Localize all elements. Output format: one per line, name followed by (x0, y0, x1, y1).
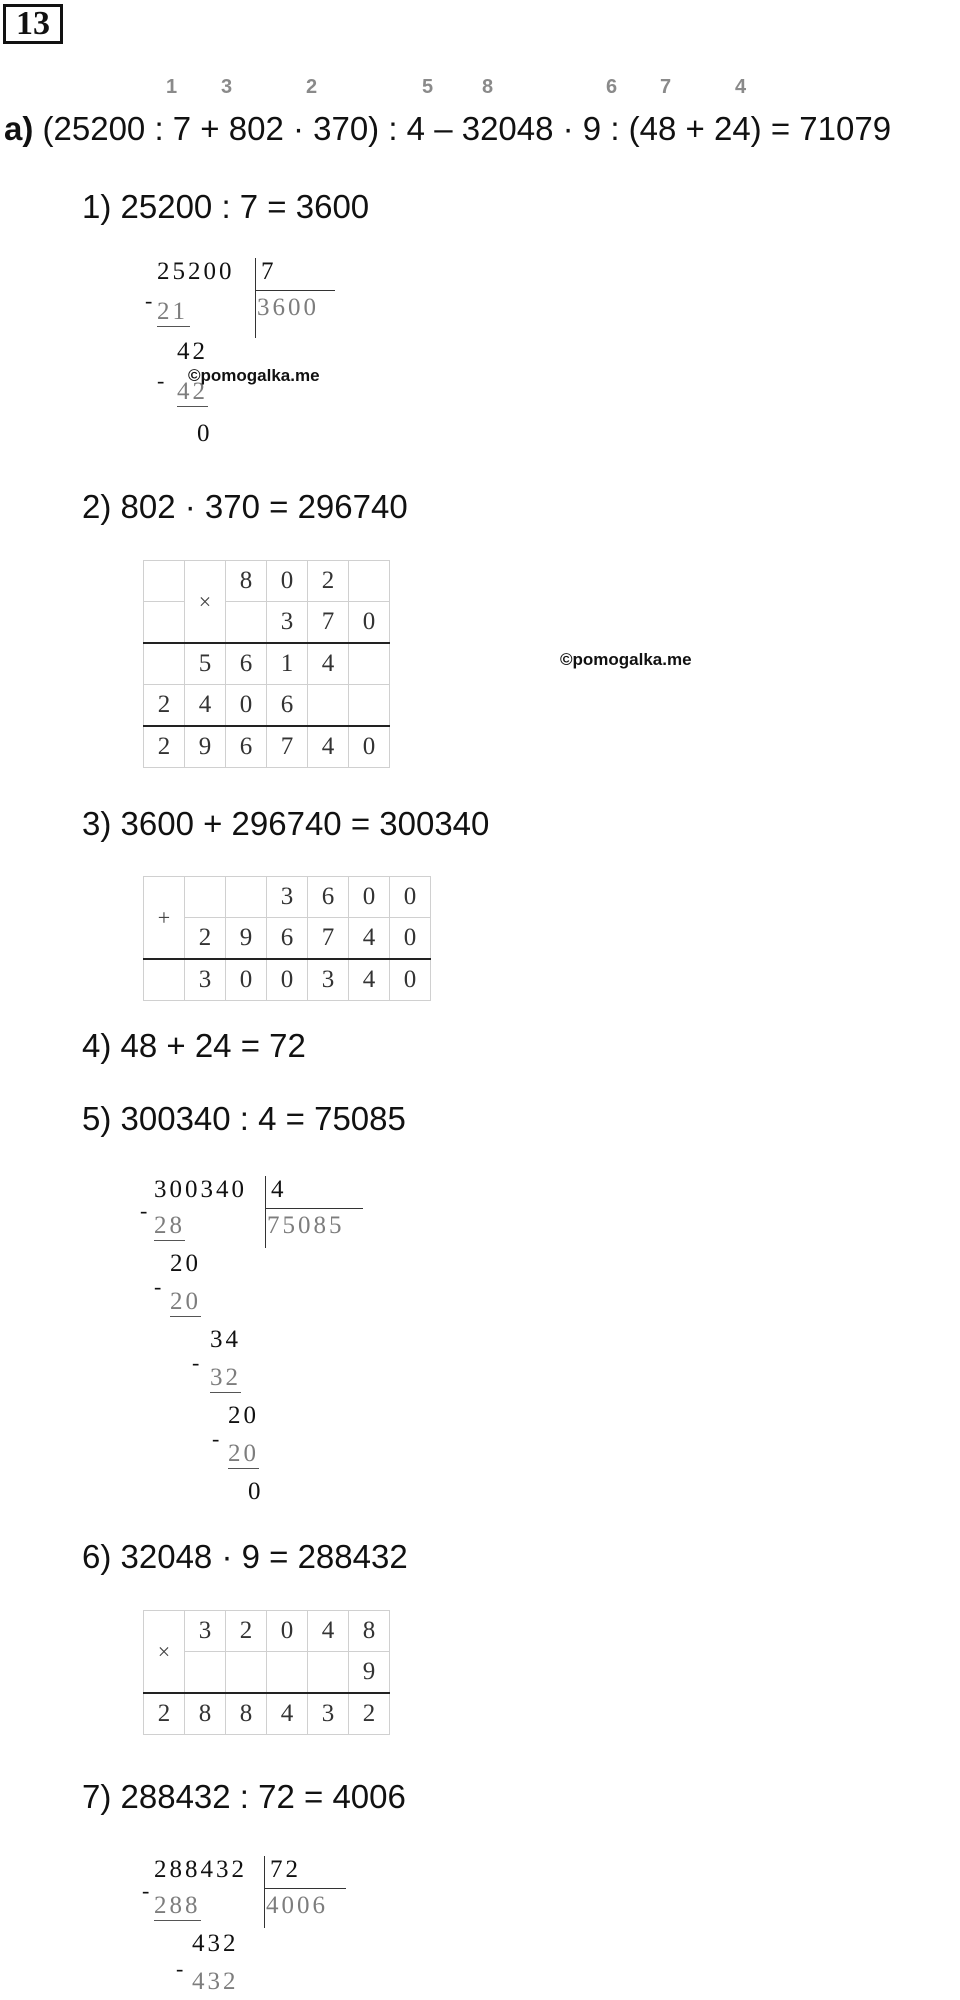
dividend: 25200 (157, 258, 235, 285)
division-row: 21 (157, 298, 188, 325)
quotient: 3600 (257, 294, 319, 321)
division-row: 0 (197, 420, 213, 447)
digit-cell: 4 (349, 959, 390, 1001)
digit-cell: 4 (308, 726, 349, 768)
division-row: 34 (210, 1326, 241, 1353)
digit-cell: 4 (308, 1611, 349, 1652)
digit-cell: 0 (390, 959, 431, 1001)
order-mark: 3 (221, 76, 233, 98)
division-row: 20 (228, 1440, 259, 1467)
division-row: 20 (170, 1288, 201, 1315)
divisor: 72 (270, 1856, 301, 1883)
digit-cell: 2 (349, 1693, 390, 1735)
digit-cell: 4 (185, 685, 226, 727)
long-division-2: 300340 4 75085 - 28 20 - 20 34 - 32 20 - 20 0 (140, 1176, 400, 1516)
multiplication-table-2 (143, 1610, 390, 1735)
empty-cell (144, 959, 185, 1001)
division-row: 432 (192, 1968, 239, 1995)
step-3: 3) 3600 + 296740 = 300340 (82, 805, 490, 842)
digit-cell: 0 (349, 877, 390, 918)
digit-cell: 6 (308, 877, 349, 918)
digit-cell: 0 (349, 602, 390, 644)
digit-cell: 4 (267, 1693, 308, 1735)
empty-cell (349, 643, 390, 685)
step-5: 5) 300340 : 4 = 75085 (82, 1100, 406, 1137)
digit-cell: 2 (308, 561, 349, 602)
division-row: 0 (248, 1478, 264, 1505)
digit-cell: 1 (267, 643, 308, 685)
division-row: 20 (228, 1402, 259, 1429)
digit-cell: 3 (185, 1611, 226, 1652)
quotient: 75085 (267, 1212, 345, 1239)
long-division-3: 288432 72 4006 - 288 432 - 432 (142, 1856, 402, 2000)
division-row: 28 (154, 1212, 185, 1239)
main-expression (4, 110, 891, 148)
digit-cell: 3 (185, 959, 226, 1001)
step-4: 4) 48 + 24 = 72 (82, 1027, 306, 1064)
long-division-1: 25200 7 3600 - 21 42 - 42 0 (145, 258, 365, 458)
digit-cell (226, 602, 267, 644)
digit-cell: 0 (226, 959, 267, 1001)
order-mark: 1 (166, 76, 178, 98)
empty-cell (226, 1652, 267, 1694)
divisor: 7 (261, 258, 277, 285)
empty-cell (349, 561, 390, 602)
digit-cell: 9 (185, 726, 226, 768)
empty-cell (349, 685, 390, 727)
digit-cell: 2 (185, 918, 226, 960)
digit-cell: 4 (349, 918, 390, 960)
division-row: 42 (177, 338, 208, 365)
digit-cell: 3 (308, 959, 349, 1001)
order-mark: 2 (306, 76, 318, 98)
digit-cell: 4 (308, 643, 349, 685)
digit-cell: 8 (349, 1611, 390, 1652)
division-row: 288 (154, 1892, 201, 1919)
empty-cell (308, 1652, 349, 1694)
digit-cell: 0 (390, 918, 431, 960)
digit-cell: 7 (308, 918, 349, 960)
plus-sign: + (144, 877, 185, 960)
digit-cell: 6 (267, 685, 308, 727)
digit-cell: 0 (390, 877, 431, 918)
expression-text: (25200 : 7 + 802 · 370) : 4 – 32048 · 9 : (48 + 24) = 71079 (42, 110, 892, 147)
digit-cell: 5 (185, 643, 226, 685)
quotient: 4006 (266, 1892, 328, 1919)
empty-cell (226, 877, 267, 918)
dividend: 300340 (154, 1176, 247, 1203)
empty-cell (144, 643, 185, 685)
order-mark: 7 (660, 76, 672, 98)
empty-cell (185, 1652, 226, 1694)
order-mark: 4 (735, 76, 747, 98)
digit-cell: 3 (267, 877, 308, 918)
digit-cell: 0 (349, 726, 390, 768)
division-row: 32 (210, 1364, 241, 1391)
digit-cell: 8 (185, 1693, 226, 1735)
digit-cell: 0 (267, 561, 308, 602)
digit-cell: 6 (226, 726, 267, 768)
digit-cell: 2 (144, 1693, 185, 1735)
division-row: 432 (192, 1930, 239, 1957)
digit-cell: 8 (226, 1693, 267, 1735)
multiplication-table-1 (143, 560, 390, 768)
order-mark: 5 (422, 76, 434, 98)
digit-cell: 7 (267, 726, 308, 768)
empty-cell (308, 685, 349, 727)
empty-cell (144, 561, 185, 602)
digit-cell: 9 (349, 1652, 390, 1694)
digit-cell: 7 (308, 602, 349, 644)
multiply-sign: × (185, 561, 226, 644)
addition-table-1 (143, 876, 431, 1001)
task-number: 13 (3, 4, 63, 44)
watermark: ©pomogalka.me (188, 366, 320, 385)
step-7: 7) 288432 : 72 = 4006 (82, 1778, 406, 1815)
digit-cell: 2 (144, 726, 185, 768)
multiply-sign: × (144, 1611, 185, 1694)
step-1: 1) 25200 : 7 = 3600 (82, 188, 370, 225)
digit-cell: 3 (267, 602, 308, 644)
digit-cell: 0 (267, 1611, 308, 1652)
watermark: ©pomogalka.me (560, 650, 692, 669)
digit-cell: 3 (308, 1693, 349, 1735)
digit-cell: 2 (226, 1611, 267, 1652)
expression-label: а) (4, 110, 34, 147)
empty-cell (185, 877, 226, 918)
division-row: 42 (177, 378, 208, 405)
step-2: 2) 802 · 370 = 296740 (82, 488, 408, 525)
division-row: 20 (170, 1250, 201, 1277)
digit-cell: 6 (267, 918, 308, 960)
empty-cell (144, 602, 185, 644)
digit-cell: 2 (144, 685, 185, 727)
dividend: 288432 (154, 1856, 247, 1883)
digit-cell: 6 (226, 643, 267, 685)
order-mark: 6 (606, 76, 618, 98)
digit-cell: 0 (226, 685, 267, 727)
order-mark: 8 (482, 76, 494, 98)
digit-cell: 0 (267, 959, 308, 1001)
digit-cell: 8 (226, 561, 267, 602)
divisor: 4 (271, 1176, 287, 1203)
digit-cell: 9 (226, 918, 267, 960)
empty-cell (267, 1652, 308, 1694)
step-6: 6) 32048 · 9 = 288432 (82, 1538, 408, 1575)
